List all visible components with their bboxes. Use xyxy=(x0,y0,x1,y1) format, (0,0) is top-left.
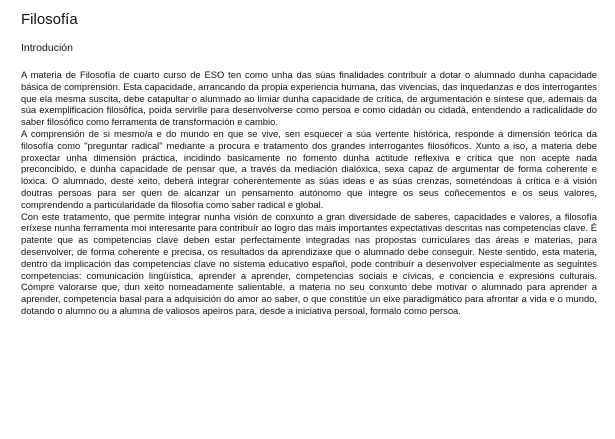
section-heading: Introdución xyxy=(21,42,73,54)
paragraph: A comprensión de si mesmo/a e do mundo en que se vive, sen esquecer a súa vertente histórica, responde á dimensión teórica da filosofía como "preguntar radical" mediante a procura e tratamento dos grandes interrogantes filosóficos. Xunto a iso, a materia debe proxectar unha dimensión práctica, incidindo basicamente no fomento dunha actitude reflexiva e crítica que non acepte nada preconcibido, e dunha capacidade de pensar que, a través da mediación dialóxica, sexa capaz de argumentar de forma coherente e lóxica. O alumnado, deste xeito, deberá integrar coherentemente as súas ideas e as súas crenzas, someténdoas á crítica e á visión doutras persoas para ser quen de alcanzar un pensamento autónomo que integre os seus coñecementos e os seus valores, comprendendo a particularidade da filosofía como saber radical e global. xyxy=(21,127,597,210)
document-title: Filosofía xyxy=(21,11,78,28)
document-page xyxy=(21,10,597,317)
paragraph: A materia de Filosofía de cuarto curso de ESO ten como unha das súas finalidades contribuír a dotar o alumnado dunha capacidade básica de comprensión. Esta capacidade, arrancando da propia experiencia humana, das vivencias, das inquedanzas e dos interrogantes que ela mesma suscita, debe catapultar o alumnado ao limiar dunha capacidade de crítica, de argumentación e síntese que, ademais da súa exemplificación filosófica, poida servirlle para desenvolverse como persoa e como cidadán ou cidadá, entendendo a radicalidade do saber filosófico como ferramenta de transformación e cambio. xyxy=(21,69,597,128)
paragraph: Con este tratamento, que permite integrar nunha visión de conxunto a gran diversidade de saberes, capacidades e valores, a filosofía eríxese nunha ferramenta moi interesante para contribuír ao logro das máis importantes expectativas descritas nas competencias clave. É patente que as competencias clave deben estar perfectamente integradas nas propostas curriculares das áreas e materias, para desenvolver, de forma coherente e precisa, os resultados da aprendizaxe que o alumnado debe conseguir. Neste sentido, esta materia, dentro da implicación das competencias clave no sistema educativo español, pode contribuír a desenvolver especialmente as seguintes competencias: comunicación lingüística, aprender a aprender, competencias sociais e cívicas, e conciencia e expresións culturais. Cómpre valorarse que, dun xeito nomeadamente salientable, a materia no seu conxunto debe motivar o alumnado para aprender a aprender, competencia basal para a adquisición do amor ao saber, o que constitúe un eixe paradigmático para afrontar a vida e o mundo, dotando o alumno ou a alumna de valiosos apeiros para, desde a iniciativa persoal, formalo como persoa. xyxy=(21,210,597,316)
